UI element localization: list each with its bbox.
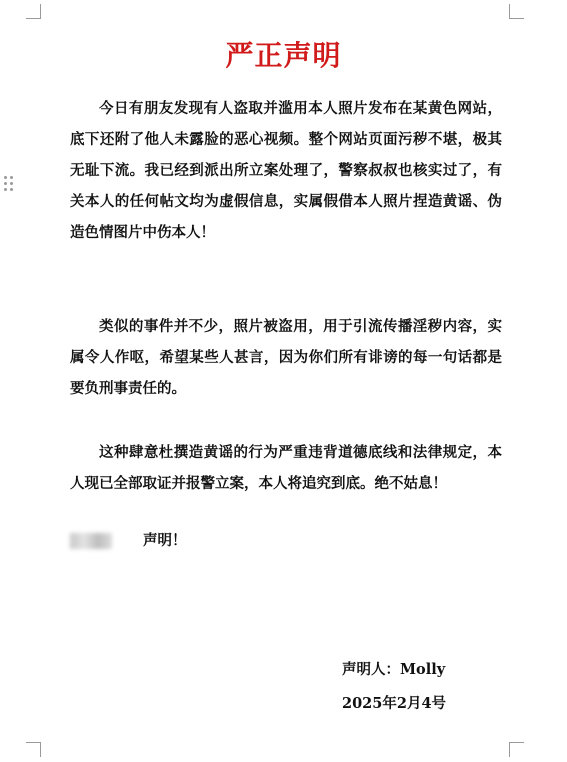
signer-line: 声明人：Molly [342,661,446,678]
paragraph-3: 这种肆意杜撰造黄谣的行为严重违背道德底线和法律规定，本人现已全部取证并报警立案，本人将追究到底。绝不姑息！ [70,444,502,492]
closing-text: 声明！ [143,532,187,549]
paragraph-2: 类似的事件并不少，照片被盗用，用于引流传播淫秽内容，实属令人作呕，希望某些人甚言，因为你们所有诽谤的每一句话都是要负刑事责任的。 [70,318,502,397]
page-corner-mark [26,4,41,19]
paragraph-1: 今日有朋友发现有人盗取并滥用本人照片发布在某黄色网站，底下还附了他人未露脸的恶心视频。整个网站页面污秽不堪，极其无耻下流。我已经到派出所立案处理了，警察叔叔也核实过了，有关本人的任何帖文均为虚假信息，实属假借本人照片捏造黄谣、伪造色情图片中伤本人！ [70,100,502,241]
date-line: 2025年2月4号 [342,695,447,712]
page-corner-mark [26,742,41,757]
blurred-redaction [70,533,112,549]
drag-handle-icon[interactable] [4,176,14,194]
closing-line [70,525,502,556]
page-corner-mark [509,742,524,757]
page-corner-mark [509,4,524,19]
document-title: 严正声明 [225,39,342,72]
